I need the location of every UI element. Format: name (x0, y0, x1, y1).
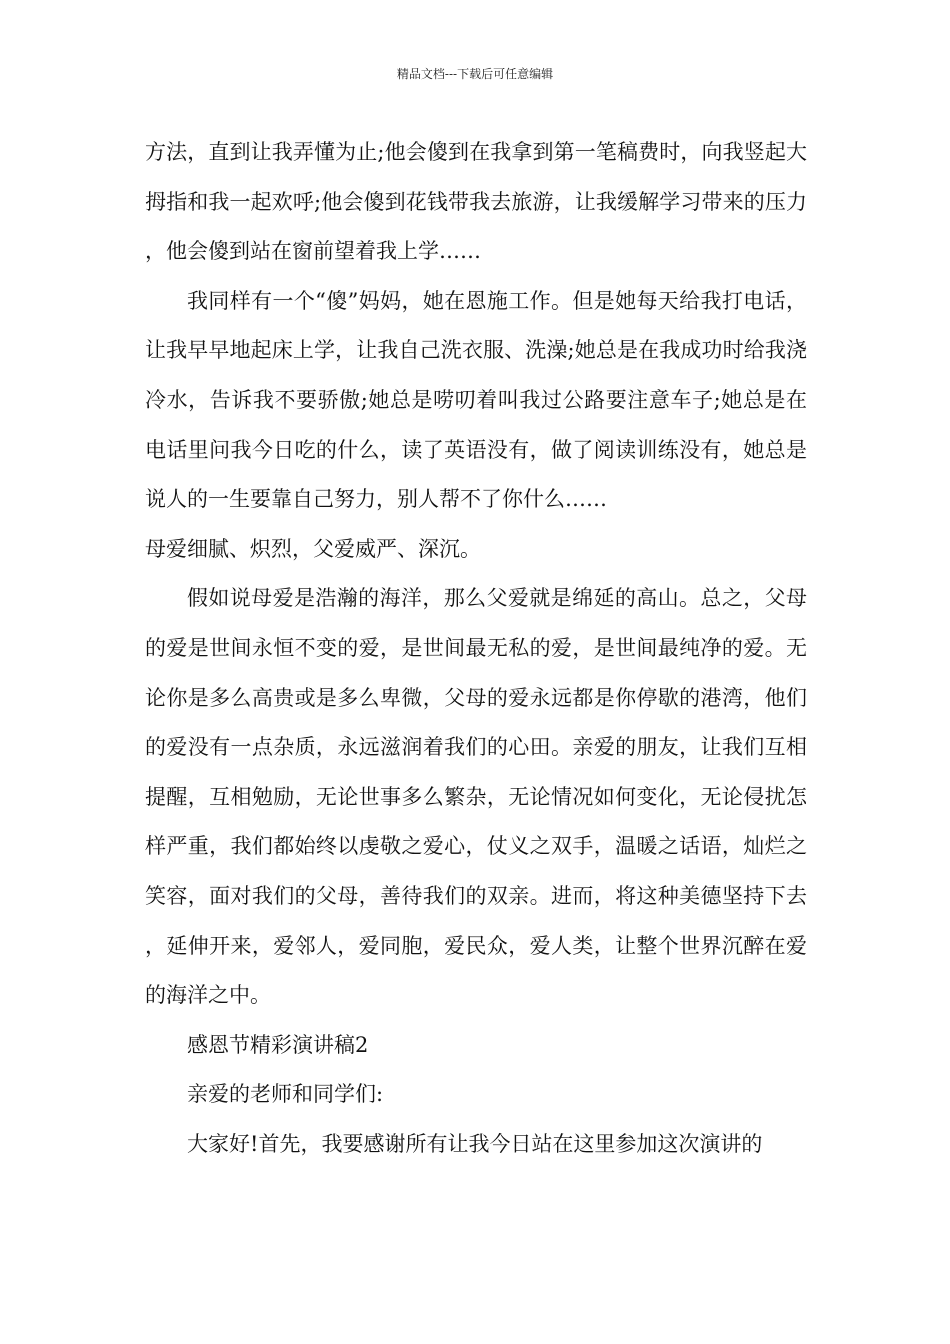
paragraph-mother: 我同样有一个“傻”妈妈，她在恩施工作。但是她每天给我打电话，让我早早地起床上学，让我自己洗衣服、洗澡;她总是在我成功时给我浇冷水，告诉我不要骄傲;她总是唠叨着叫我过公路要注意车子;她总是在电话里问我今日吃的什么，读了英语没有，做了阅读训练没有，她总是说人的一生要靠自己努力，别人帮不了你什么…… (145, 288, 807, 512)
salutation: 亲爱的老师和同学们: (187, 1082, 384, 1107)
paragraph-opening: 大家好!首先，我要感谢所有让我今日站在这里参加这次演讲的 (187, 1131, 763, 1156)
section-title: 感恩节精彩演讲稿2 (187, 1032, 369, 1057)
paragraph-conclusion: 假如说母爱是浩瀚的海洋，那么父爱就是绵延的高山。总之，父母的爱是世间永恒不变的爱，是世间最无私的爱，是世间最纯净的爱。无论你是多么高贵或是多么卑微，父母的爱永远都是你停歇的港湾，他们的爱没有一点杂质，永远滋润着我们的心田。亲爱的朋友，让我们互相提醒，互相勉励，无论世事多么繁杂，无论情况如何变化，无论侵扰怎样严重，我们都始终以虔敬之爱心，仗义之双手，温暖之话语，灿烂之笑容，面对我们的父母，善待我们的双亲。进而，将这种美德坚持下去，延伸开来，爱邻人，爱同胞，爱民众，爱人类，让整个世界沉醉在爱的海洋之中。 (145, 586, 807, 1008)
page-header: 精品文档---下载后可任意编辑 (396, 67, 554, 81)
paragraph-father-continued: 方法，直到让我弄懂为止;他会傻到在我拿到第一笔稿费时，向我竖起大拇指和我一起欢呼;他会傻到花钱带我去旅游，让我缓解学习带来的压力，他会傻到站在窗前望着我上学…… (145, 140, 807, 264)
paragraph-love-comparison: 母爱细腻、炽烈，父爱威严、深沉。 (145, 536, 481, 561)
document-body (145, 128, 807, 1169)
